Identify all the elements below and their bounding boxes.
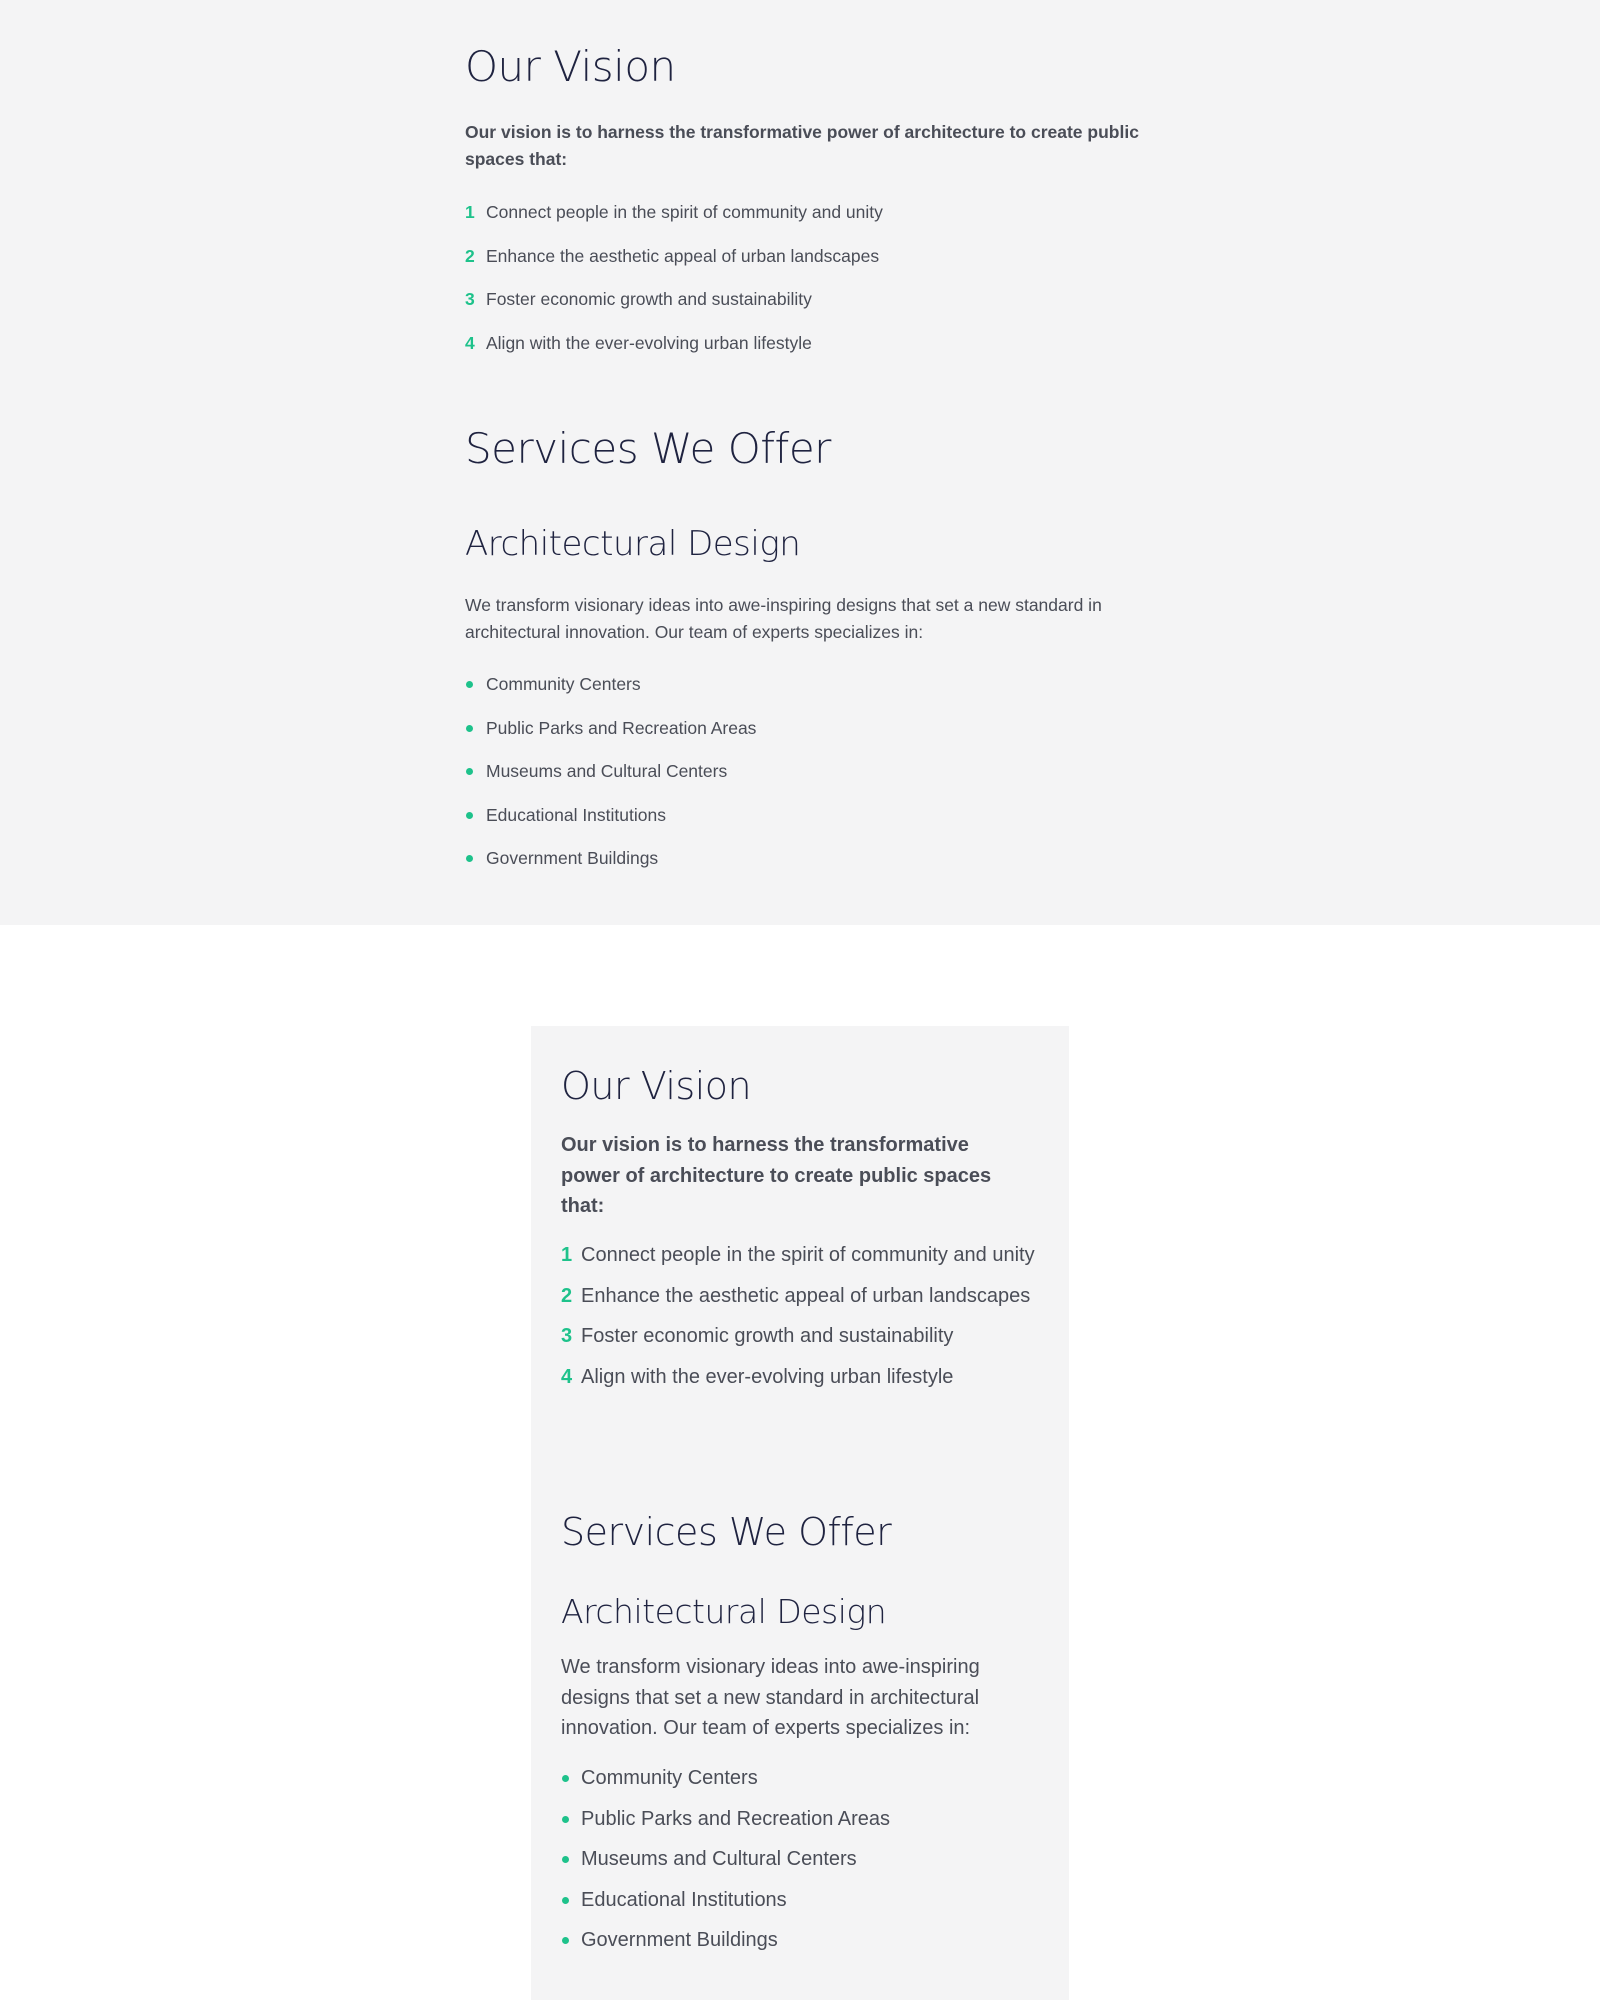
vision-lead: Our vision is to harness the transformative power of architecture to create public spaces that: (561, 1134, 992, 1217)
bullet-dot-icon (561, 1844, 581, 1874)
vision-item-number: 3 (465, 289, 475, 309)
vision-list (561, 1240, 1041, 1402)
services-description: We transform visionary ideas into awe-inspiring designs that set a new standard in architectural innovation. Our team of experts specializes in: (465, 595, 1102, 642)
services-item-text: Public Parks and Recreation Areas (581, 1807, 891, 1830)
vision-item-text: Align with the ever-evolving urban lifestyle (486, 332, 812, 353)
bullet-dot-icon (561, 1925, 581, 1955)
bullet-dot-icon (465, 759, 486, 783)
vision-list-item (465, 331, 883, 375)
services-list (465, 672, 756, 890)
services-list (561, 1763, 1041, 1966)
vision-item-number: 1 (561, 1244, 573, 1266)
vision-item-number: 4 (561, 1365, 573, 1388)
bullet-dot-icon (561, 1763, 581, 1793)
bullet-dot-icon (465, 803, 486, 827)
desktop-content-section (0, 0, 1600, 925)
services-item-text: Community Centers (486, 674, 641, 694)
vision-list-item (465, 200, 883, 244)
services-item-text: Museums and Cultural Centers (581, 1848, 857, 1870)
vision-lead: Our vision is to harness the transformative power of architecture to create public spaces that: (465, 122, 1139, 169)
vision-item-number: 2 (561, 1284, 573, 1307)
services-item-text: Public Parks and Recreation Areas (486, 717, 757, 738)
vision-list-item (561, 1321, 1041, 1352)
vision-item-text: Connect people in the spirit of community and unity (581, 1244, 1035, 1266)
vision-title: Our Vision (561, 1064, 752, 1108)
services-subtitle: Architectural Design (561, 1592, 887, 1631)
services-list-item (465, 672, 756, 716)
services-item-text: Museums and Cultural Centers (486, 761, 728, 781)
bullet-dot-icon (465, 672, 486, 696)
services-list-item (561, 1844, 1041, 1875)
services-item-text: Educational Institutions (486, 804, 666, 825)
services-list-item (561, 1763, 1041, 1794)
services-list-item (465, 803, 756, 847)
bullet-dot-icon (561, 1885, 581, 1915)
vision-item-text: Align with the ever-evolving urban lifestyle (581, 1365, 954, 1388)
bullet-dot-icon (561, 1804, 581, 1834)
vision-item-text: Foster economic growth and sustainability (486, 289, 812, 309)
vision-item-text: Enhance the aesthetic appeal of urban landscapes (581, 1284, 1031, 1307)
mobile-preview-card (531, 1026, 1069, 2000)
services-item-text: Educational Institutions (581, 1888, 787, 1911)
vision-list-item (561, 1362, 1041, 1393)
vision-item-number: 2 (465, 245, 475, 266)
vision-list-item (465, 287, 883, 331)
vision-item-text: Foster economic growth and sustainability (581, 1325, 954, 1347)
services-list-item (465, 759, 756, 803)
services-list-item (561, 1925, 1041, 1956)
vision-list-item (465, 244, 883, 288)
vision-list-item (561, 1281, 1041, 1312)
vision-title: Our Vision (465, 42, 676, 91)
vision-item-number: 4 (465, 332, 475, 353)
services-item-text: Community Centers (581, 1767, 758, 1789)
bullet-dot-icon (465, 716, 486, 740)
vision-item-number: 1 (465, 202, 475, 222)
services-list-item (561, 1885, 1041, 1916)
services-title: Services We Offer (561, 1510, 892, 1554)
services-description: We transform visionary ideas into awe-inspiring designs that set a new standard in architectural innovation. Our team of experts specializes in: (561, 1656, 980, 1739)
services-list-item (465, 716, 756, 760)
services-subtitle: Architectural Design (465, 524, 801, 564)
services-title: Services We Offer (465, 424, 831, 473)
vision-item-number: 3 (561, 1325, 573, 1347)
services-list-item (465, 846, 756, 890)
vision-item-text: Enhance the aesthetic appeal of urban landscapes (486, 245, 880, 266)
vision-item-text: Connect people in the spirit of community and unity (486, 202, 883, 222)
vision-list (465, 200, 883, 374)
services-item-text: Government Buildings (581, 1929, 778, 1951)
vision-list-item (561, 1240, 1041, 1271)
services-list-item (561, 1804, 1041, 1835)
bullet-dot-icon (465, 846, 486, 870)
services-item-text: Government Buildings (486, 848, 659, 868)
